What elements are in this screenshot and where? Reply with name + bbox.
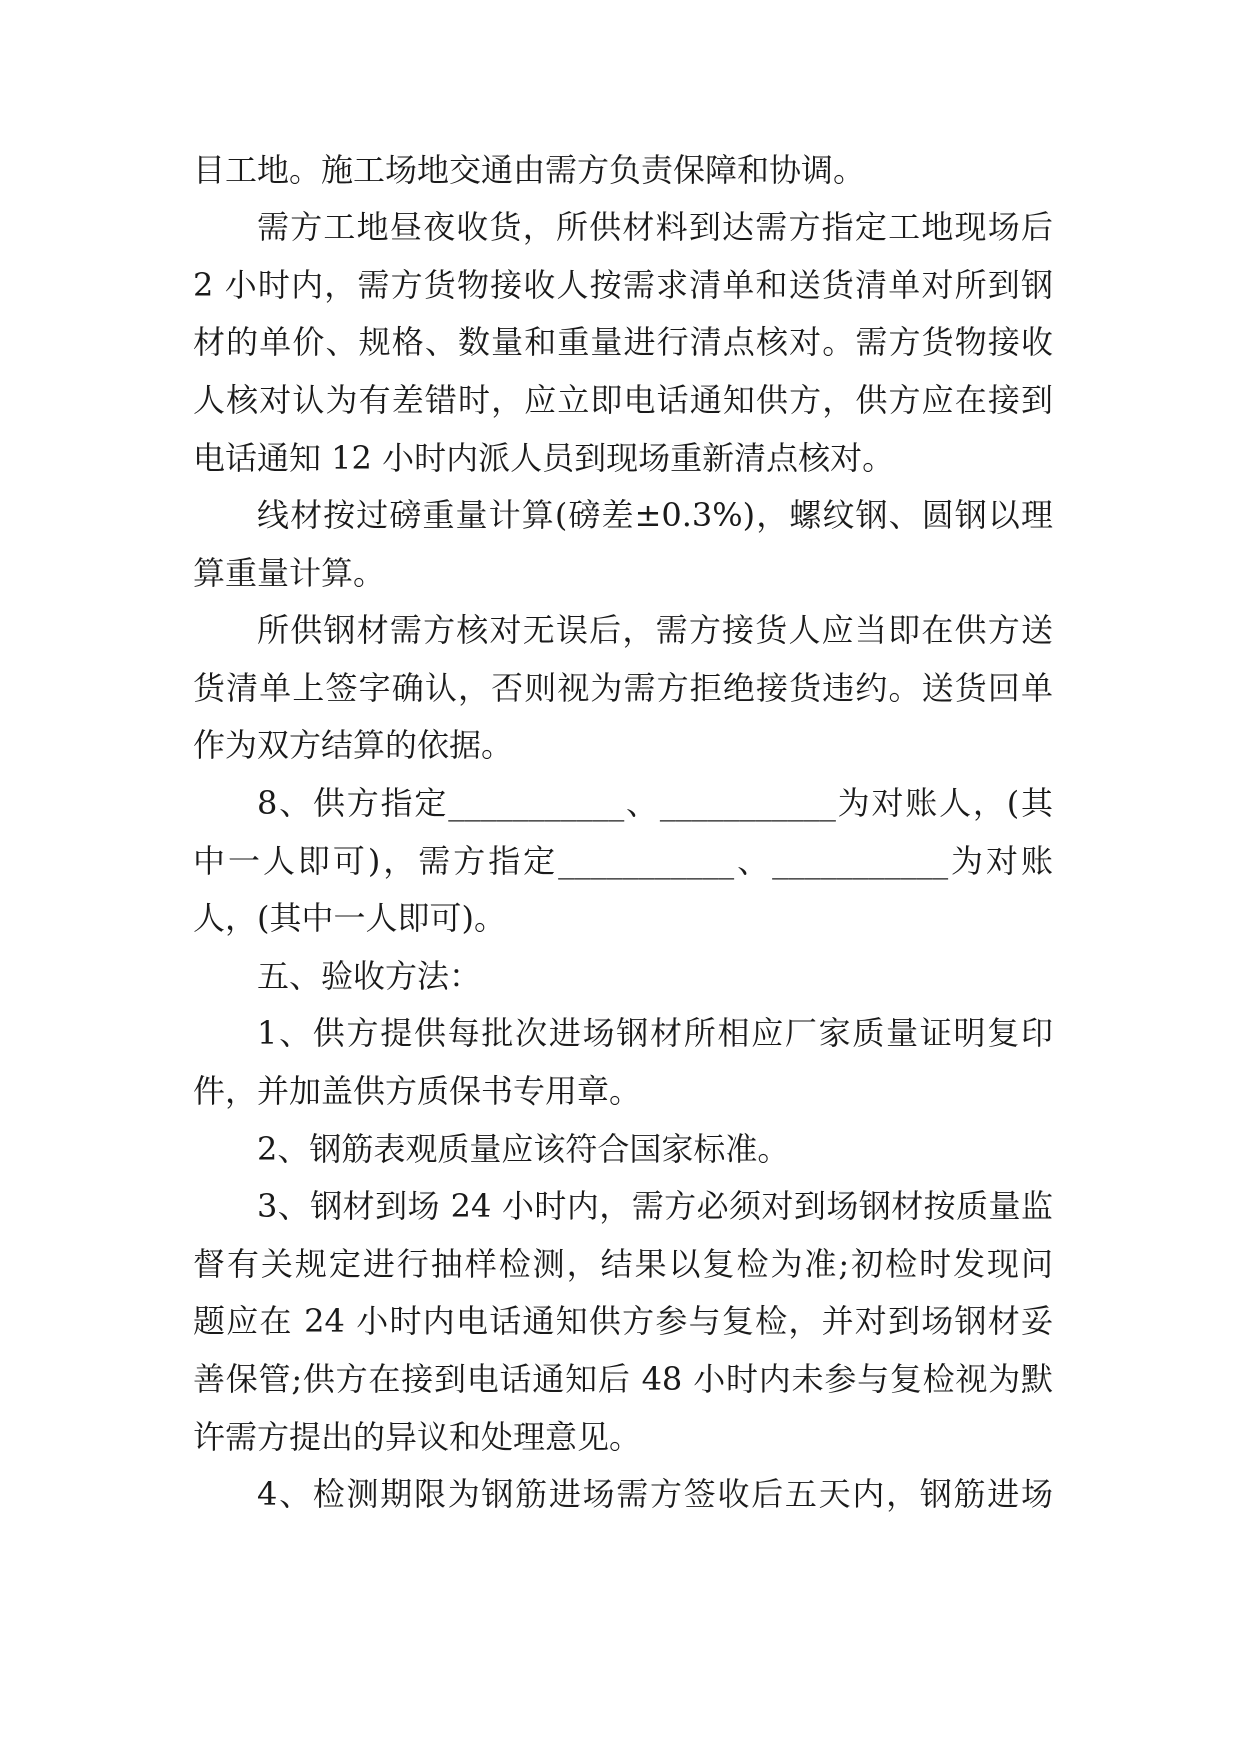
paragraph-line: 线材按过磅重量计算(磅差±0.3%)，螺纹钢、圆钢以理: [257, 496, 1053, 534]
paragraph-line: 1、供方提供每批次进场钢材所相应厂家质量证明复印: [257, 1014, 1053, 1052]
paragraph-line: 许需方提出的异议和处理意见。: [193, 1418, 642, 1456]
paragraph-line: 货清单上签字确认，否则视为需方拒绝接货违约。送货回单: [193, 669, 1053, 707]
paragraph-line: 2、钢筋表观质量应该符合国家标准。: [257, 1130, 790, 1168]
paragraph-line: 8、供方指定___________、___________为对账人，(其: [257, 784, 1053, 822]
paragraph-line: 人，(其中一人即可)。: [193, 899, 506, 937]
section-heading: 五、验收方法：: [257, 957, 482, 995]
paragraph-line: 4、检测期限为钢筋进场需方签收后五天内，钢筋进场: [257, 1475, 1053, 1513]
paragraph-line: 善保管;供方在接到电话通知后 48 小时内未参与复检视为默: [193, 1360, 1053, 1398]
paragraph-line: 材的单价、规格、数量和重量进行清点核对。需方货物接收: [193, 323, 1053, 361]
paragraph-line: 人核对认为有差错时，应立即电话通知供方，供方应在接到: [193, 381, 1053, 419]
paragraph-line: 目工地。施工场地交通由需方负责保障和协调。: [193, 151, 866, 189]
paragraph-line: 作为双方结算的依据。: [193, 726, 514, 764]
paragraph-line: 2 小时内，需方货物接收人按需求清单和送货清单对所到钢: [193, 266, 1053, 304]
paragraph-line: 算重量计算。: [193, 554, 386, 592]
paragraph-line: 所供钢材需方核对无误后，需方接货人应当即在供方送: [257, 611, 1053, 649]
paragraph-line: 督有关规定进行抽样检测，结果以复检为准;初检时发现问: [193, 1245, 1053, 1283]
paragraph-line: 电话通知 12 小时内派人员到现场重新清点核对。: [193, 439, 895, 477]
paragraph-line: 3、钢材到场 24 小时内，需方必须对到场钢材按质量监: [257, 1187, 1053, 1225]
paragraph-line: 需方工地昼夜收货，所供材料到达需方指定工地现场后: [257, 208, 1053, 246]
paragraph-line: 件，并加盖供方质保书专用章。: [193, 1072, 642, 1110]
paragraph-line: 题应在 24 小时内电话通知供方参与复检，并对到场钢材妥: [193, 1302, 1053, 1340]
paragraph-line: 中一人即可)，需方指定___________、___________为对账: [193, 842, 1053, 880]
